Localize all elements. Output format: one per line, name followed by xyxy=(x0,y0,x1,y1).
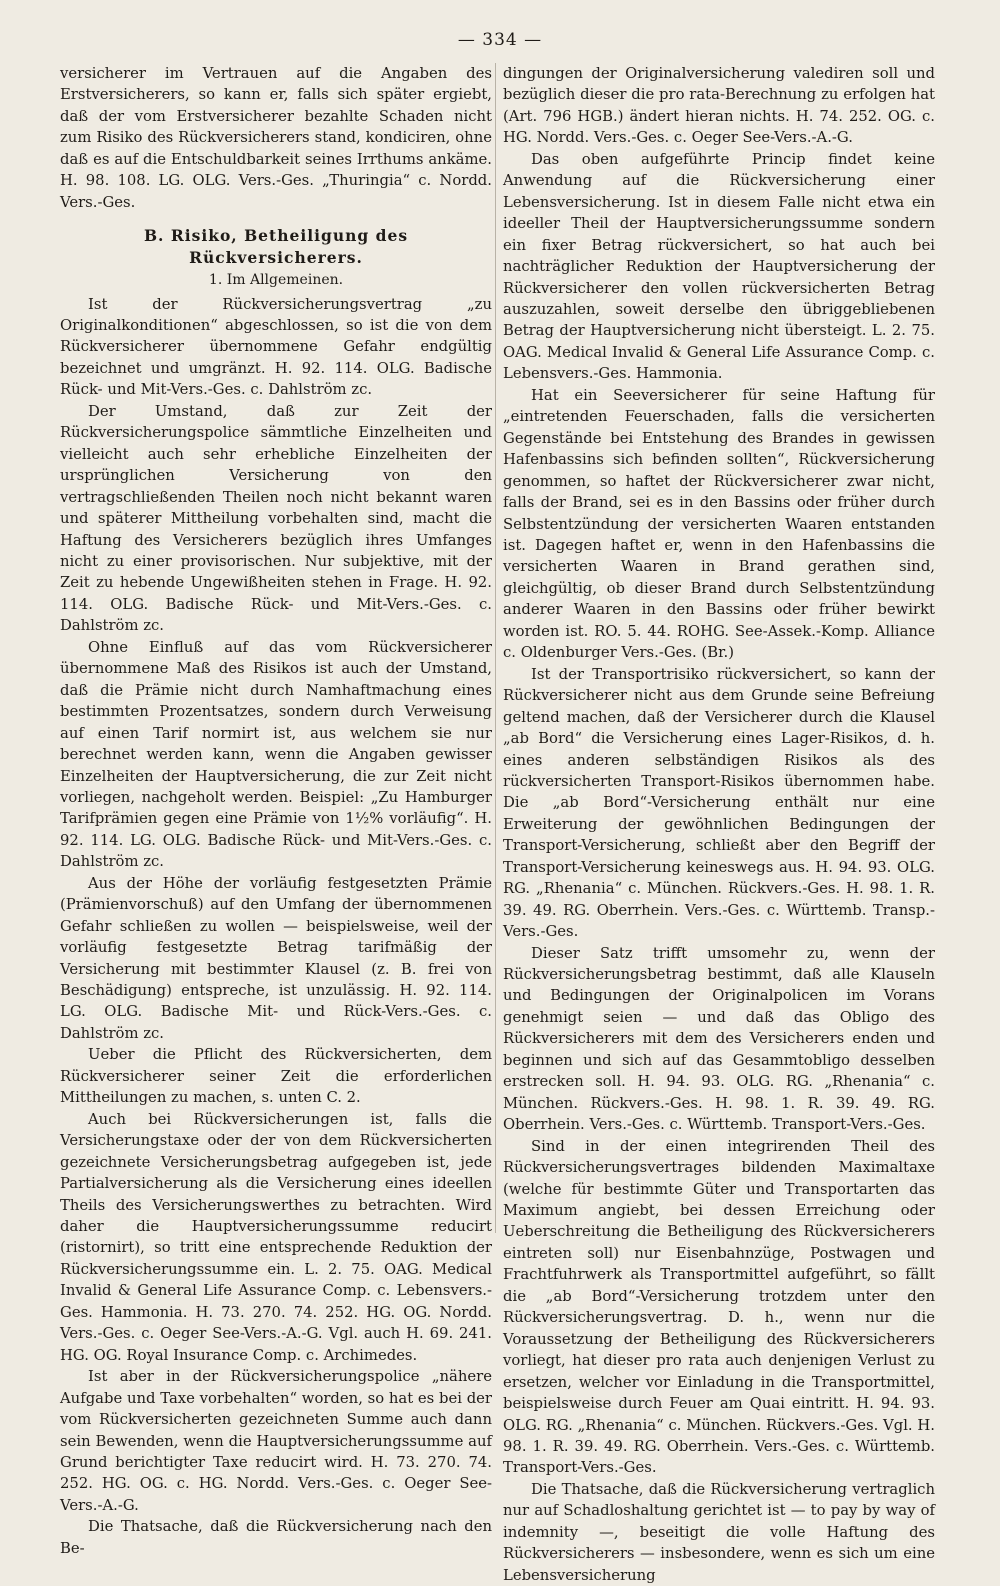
section-heading: B. Risiko, Betheiligung des Rückversicherers. xyxy=(143,226,409,267)
paragraph: versicherer im Vertrauen auf die Angaben des Erstversicherers, so kann er, falls sich später ergiebt, daß der vom Erstversicherer bezahlte Schaden nicht zum Risiko des Rückversicherers stand, kondiciren, ohne daß es auf die Entschuldbarkeit seines Irrthums ankäme. H. 98. 108. LG. OLG. Vers.-Ges. „Thuringia“ c. Nordd. Vers.-Ges. xyxy=(60,65,492,211)
paragraph: Ist der Transportrisiko rückversichert, so kann der Rückversicherer nicht aus dem Grunde seine Befreiung geltend machen, daß der Versicherer durch die Klausel „ab Bord“ die Versicherung eines Lager-Risikos, d. h. eines anderen selbständigen Risikos als des rückversicherten Transport-Risikos übernommen habe. Die „ab Bord“-Versicherung enthält nur eine Erweiterung der gewöhnlichen Bedingungen der Transport-Versicherung, schließt aber den Begriff der Transport-Versicherung keineswegs aus. H. 94. 93. OLG. RG. „Rhenania“ c. München. Rückvers.-Ges. H. 98. 1. R. 39. 49. RG. Oberrhein. Vers.-Ges. c. Württemb. Transp.-Vers.-Ges. xyxy=(503,665,935,941)
paragraph: Ist aber in der Rückversicherungspolice „nähere Aufgabe und Taxe vorbehalten“ worden, so hat es bei der vom Rückversicherten gezeichneten Summe auch dann sein Bewenden, wenn die Hauptversicherungssumme auf Grund berichtigter Taxe reducirt wird. H. 73. 270. 74. 252. HG. OG. c. HG. Nordd. Vers.-Ges. c. Oeger See-Vers.-A.-G. xyxy=(60,1368,492,1514)
paragraph: Ueber die Pflicht des Rückversicherten, dem Rückversicherer seiner Zeit die erforderlichen Mittheilungen zu machen, s. unten C. 2. xyxy=(60,1046,492,1107)
paragraph: Ohne Einfluß auf das vom Rückversicherer übernommene Maß des Risikos ist auch der Umstand, daß die Prämie nicht durch Namhaftmachung eines bestimmten Prozentsatzes, sondern durch Verweisung auf einen Tarif normirt ist, aus welchem sie nur berechnet werden kann, wenn die Angaben gewisser Einzelheiten der Hauptversicherung, die zur Zeit nicht vorliegen, nachgeholt werden. Beispiel: „Zu Hamburger Tarifprämien gegen eine Prämie von 1½% vorläufig“. H. 92. 114. LG. OLG. Badische Rück- und Mit-Vers.-Ges. c. Dahlström zc. xyxy=(60,638,492,871)
column-divider xyxy=(495,63,496,1233)
paragraph: Der Umstand, daß zur Zeit der Rückversicherungspolice sämmtliche Einzelheiten und vielleicht auch sehr erhebliche Einzelheiten der ursprünglichen Versicherung von den vertragschließenden Theilen noch nicht bekannt waren und späterer Mittheilung vorbehalten sind, macht die Haftung des Versicherers bezüglich ihres Umfanges nicht zu einer provisorischen. Nur subjektive, mit der Zeit zu hebende Ungewißheiten stehen in Frage. H. 92. 114. OLG. Badische Rück- und Mit-Vers.-Ges. c. Dahlström zc. xyxy=(60,402,492,635)
paragraph: Ist der Rückversicherungsvertrag „zu Originalkonditionen“ abgeschlossen, so ist die von dem Rückversicherer übernommene Gefahr endgültig bezeichnet und umgränzt. H. 92. 114. OLG. Badische Rück- und Mit-Vers.-Ges. c. Dahlström zc. xyxy=(60,295,492,399)
paragraph: Das oben aufgeführte Princip findet keine Anwendung auf die Rückversicherung einer Lebensversicherung. Ist in diesem Falle nicht etwa ein ideeller Theil der Hauptversicherungssumme sondern ein fixer Betrag rückversichert, so hat auch bei nachträglicher Reduktion der Hauptversicherung der Rückversicherer den vollen rückversicherten Betrag auszuzahlen, soweit derselbe den übriggebliebenen Betrag der Hauptversicherung nicht übersteigt. L. 2. 75. OAG. Medical Invalid & General Life Assurance Comp. c. Lebensvers.-Ges. Hammonia. xyxy=(503,150,935,383)
paragraph: Dieser Satz trifft umsomehr zu, wenn der Rückversicherungsbetrag bestimmt, daß alle Klauseln und Bedingungen der Originalpolicen im Vorans genehmigt seien — und daß das Obligo des Rückversicherers mit dem des Versicherers enden und beginnen und sich auf das Gesammtobligo desselben erstrecken soll. H. 94. 93. OLG. RG. „Rhenania“ c. München. Rückvers.-Ges. H. 98. 1. R. 39. 49. RG. Oberrhein. Vers.-Ges. c. Württemb. Transport-Vers.-Ges. xyxy=(503,944,935,1134)
paragraph: Die Thatsache, daß die Rückversicherung nach den Be- xyxy=(60,1518,492,1557)
left-column xyxy=(60,63,492,1559)
paragraph: Die Thatsache, daß die Rückversicherung vertraglich nur auf Schadloshaltung gerichtet ist — to pay by way of indemnity —, beseitigt die volle Haftung des Rückversicherers — insbesondere, wenn es sich um eine Lebensversicherung xyxy=(503,1480,935,1584)
paragraph: Hat ein Seeversicherer für seine Haftung für „eintretenden Feuerschaden, falls die versicherten Gegenstände bei Entstehung des Brandes in gewissen Hafenbassins sich befinden sollten“, Rückversicherung genommen, so haftet der Rückversicherer zwar nicht, falls der Brand, sei es in den Bassins oder früher durch Selbstentzündung der versicherten Waaren entstanden ist. Dagegen haftet er, wenn in den Hafenbassins die versicherten Waaren in Brand gerathen sind, gleichgültig, ob dieser Brand durch Selbstentzündung anderer Waaren in den Bassins oder früher bewirkt worden ist. RO. 5. 44. ROHG. See-Assek.-Komp. Alliance c. Oldenburger Vers.-Ges. (Br.) xyxy=(503,386,935,662)
paragraph: Sind in der einen integrirenden Theil des Rückversicherungsvertrages bildenden Maximaltaxe (welche für bestimmte Güter und Transportarten das Maximum angiebt, bei dessen Erreichung oder Ueberschreitung die Betheiligung des Rückversicherers eintreten soll) nur Eisenbahnzüge, Postwagen und Frachtfuhrwerk als Transportmittel aufgeführt, so fällt die „ab Bord“-Versicherung trotzdem unter den Rückversicherungsvertrag. D. h., wenn nur die Voraussetzung der Betheiligung des Rückversicherers vorliegt, hat dieser pro rata auch denjenigen Verlust zu ersetzen, welcher vor Einladung in die Transportmittel, beispielsweise durch Feuer am Quai eintritt. H. 94. 93. OLG. RG. „Rhenania“ c. München. Rückvers.-Ges. Vgl. H. 98. 1. R. 39. 49. RG. Oberrhein. Vers.-Ges. c. Württemb. Transport-Vers.-Ges. xyxy=(503,1137,935,1477)
right-column xyxy=(503,63,935,1586)
paragraph: Aus der Höhe der vorläufig festgesetzten Prämie (Prämienvorschuß) auf den Umfang der übernommenen Gefahr schließen zu wollen — beispielsweise, weil der vorläufig festgesetzte Betrag tarifmäßig der Versicherung mit bestimmter Klausel (z. B. frei von Beschädigung) entspreche, ist unzulässig. H. 92. 114. LG. OLG. Badische Mit- und Rück-Vers.-Ges. c. Dahlström zc. xyxy=(60,874,492,1042)
paragraph: dingungen der Originalversicherung valediren soll und bezüglich dieser die pro rata-Berechnung zu erfolgen hat (Art. 796 HGB.) ändert hieran nichts. H. 74. 252. OG. c. HG. Nordd. Vers.-Ges. c. Oeger See-Vers.-A.-G. xyxy=(503,65,935,147)
subheading: 1. Im Allgemeinen. xyxy=(208,272,344,289)
paragraph: Auch bei Rückversicherungen ist, falls die Versicherungstaxe oder der von dem Rückversicherten gezeichnete Versicherungsbetrag aufgegeben ist, jede Partialversicherung als die Versicherung eines ideellen Theils des Versicherungswerthes zu betrachten. Wird daher die Hauptversicherungssumme reducirt (ristornirt), so tritt eine entsprechende Reduktion der Rückversicherungssumme ein. L. 2. 75. OAG. Medical Invalid & General Life Assurance Comp. c. Lebensvers.-Ges. Hammonia. H. 73. 270. 74. 252. HG. OG. Nordd. Vers.-Ges. c. Oeger See-Vers.-A.-G. Vgl. auch H. 69. 241. HG. OG. Royal Insurance Comp. c. Archimedes. xyxy=(60,1110,492,1364)
page-number: — 334 — xyxy=(457,30,543,50)
